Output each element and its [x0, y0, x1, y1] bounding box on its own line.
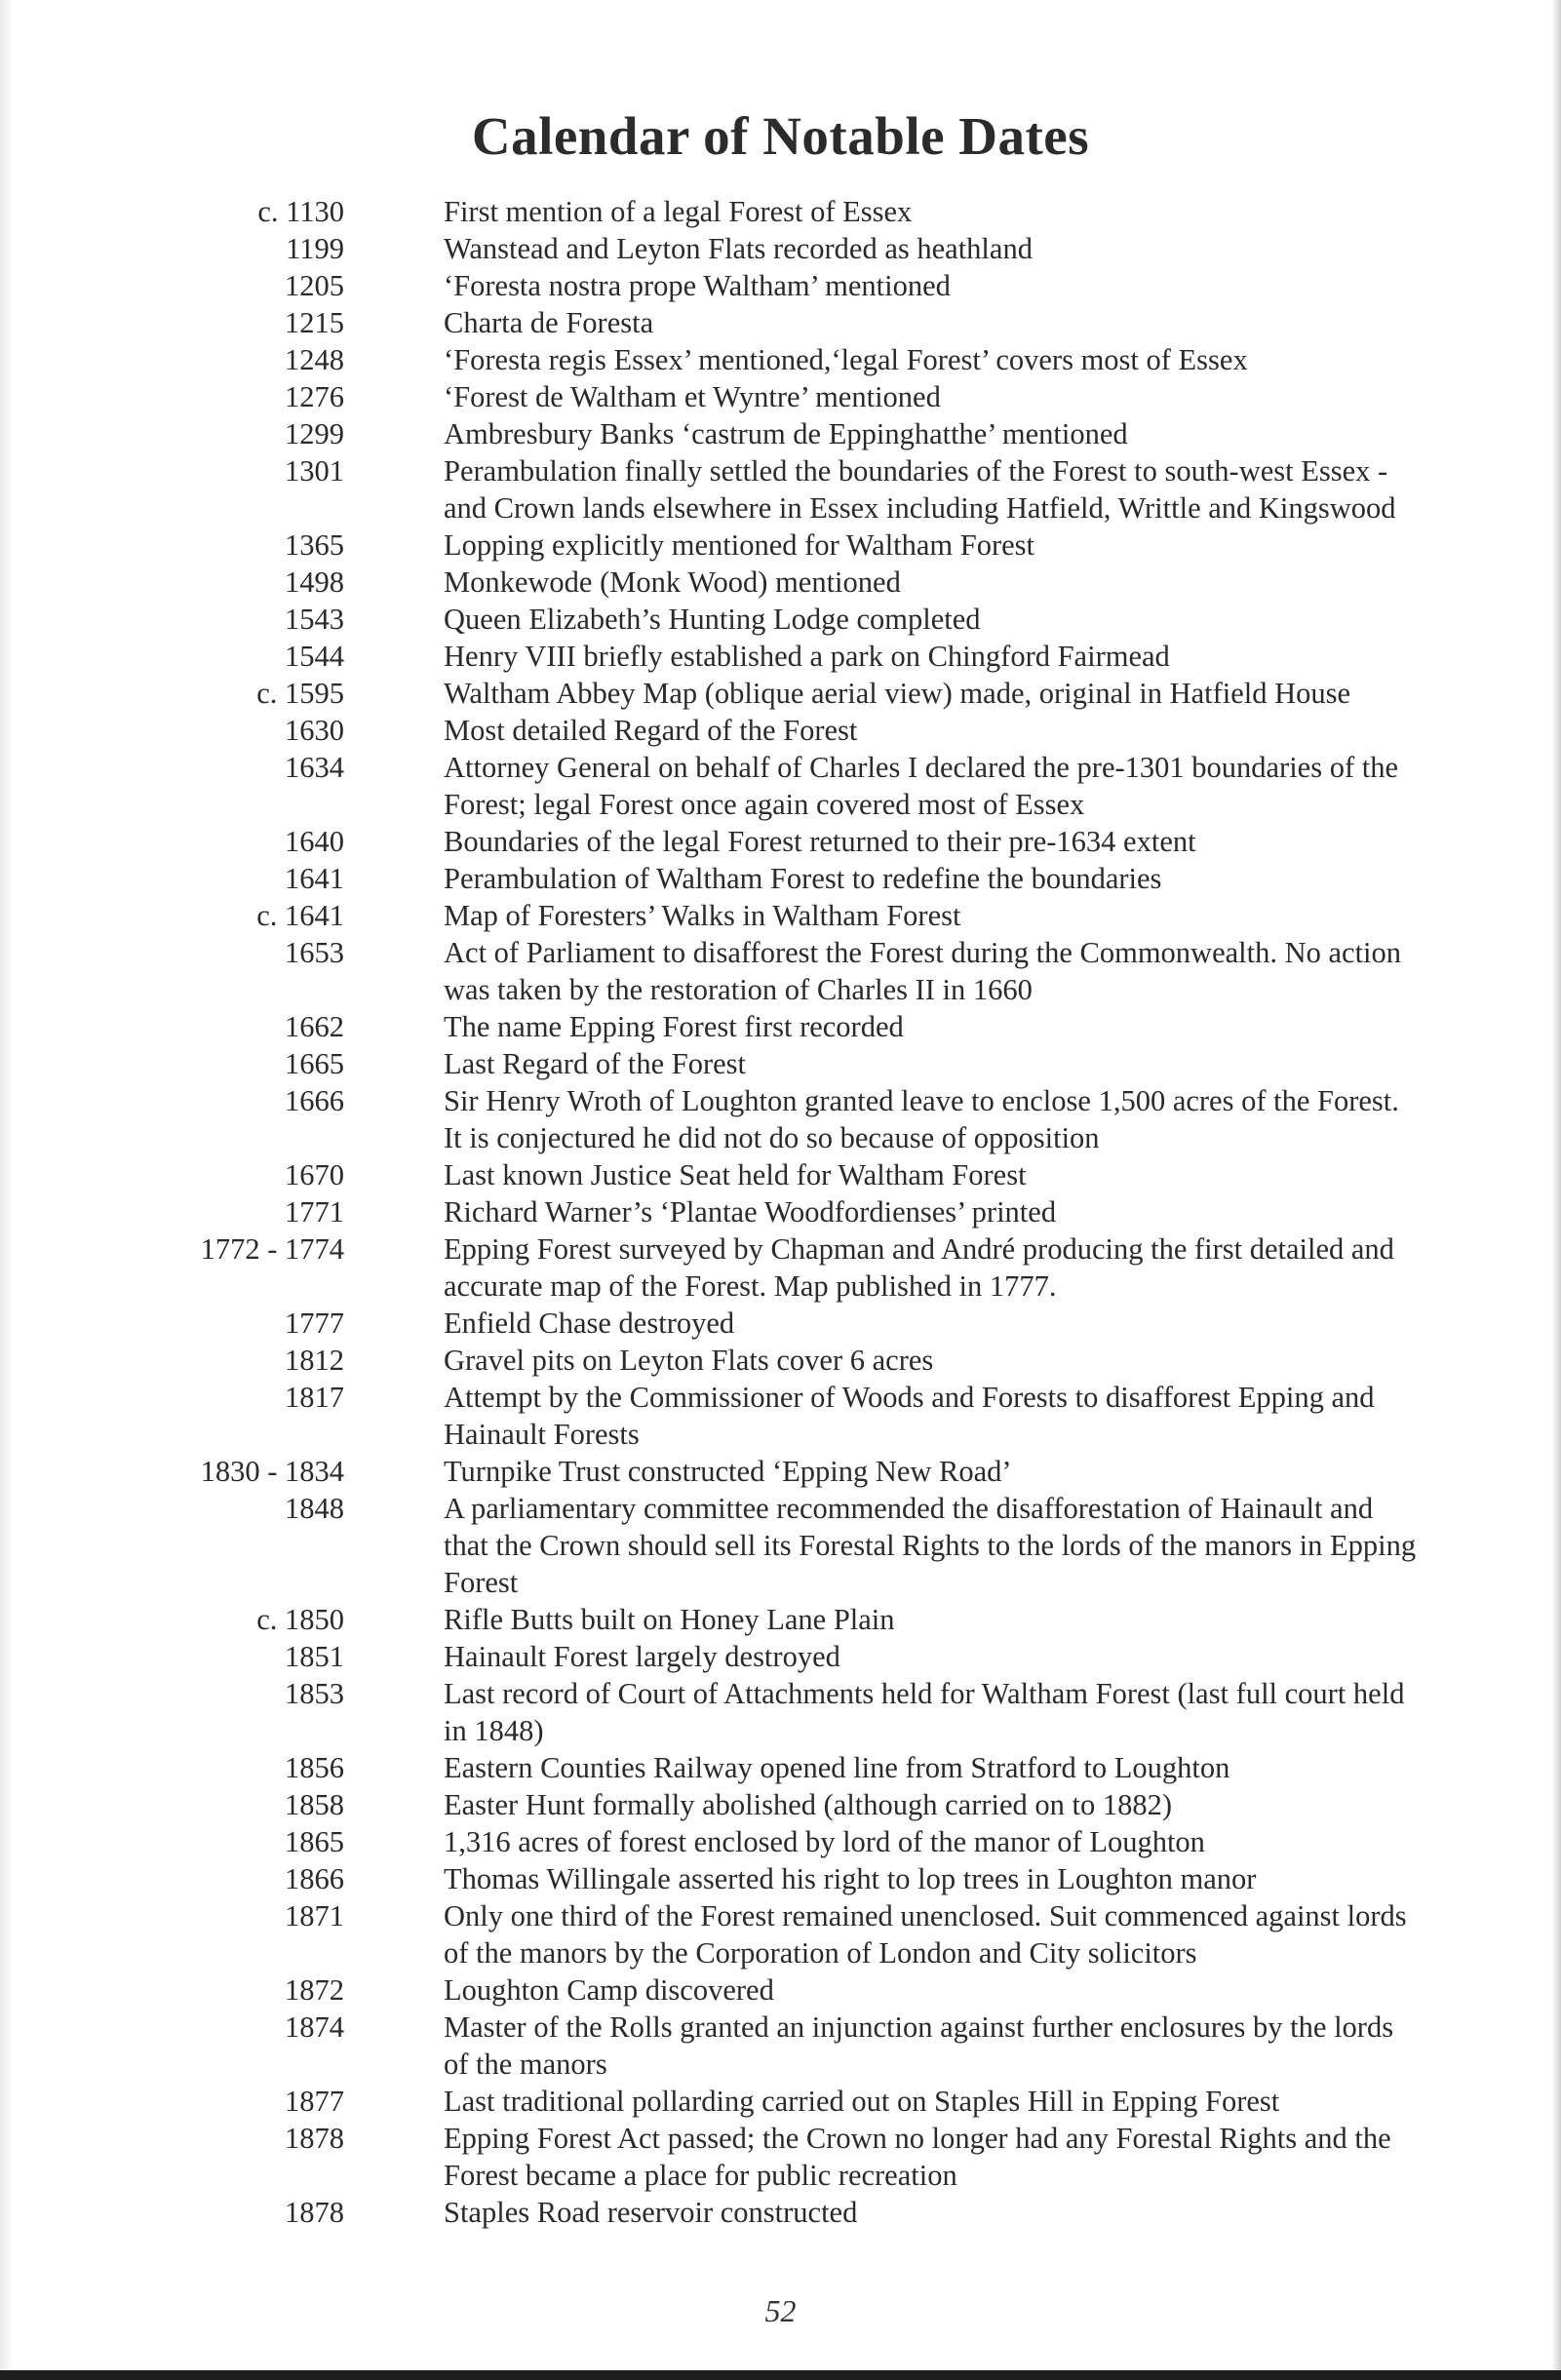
- entry-date: c. 1850: [256, 1603, 344, 1636]
- date-entry: [0, 230, 1561, 267]
- entry-date: 1874: [285, 2010, 344, 2044]
- entry-date: 1641: [285, 862, 344, 895]
- date-entry: [0, 823, 1561, 860]
- date-entry: [0, 1897, 1561, 1971]
- entry-description: [444, 1193, 1526, 1230]
- entry-description-line: Attempt by the Commissioner of Woods and Forests to disafforest Epping and: [444, 1381, 1375, 1414]
- entry-description-line: Only one third of the Forest remained unenclosed. Suit commenced against lords: [444, 1899, 1407, 1932]
- entry-description-line: Turnpike Trust constructed ‘Epping New Road’: [444, 1455, 1012, 1488]
- entry-date: 1653: [285, 936, 344, 969]
- date-entry: [0, 2083, 1561, 2120]
- entry-date: 1662: [285, 1010, 344, 1043]
- entry-description: [444, 1379, 1526, 1453]
- entry-description: [444, 304, 1526, 341]
- entry-date: 1866: [285, 1862, 344, 1895]
- date-entry: [0, 415, 1561, 452]
- entry-description-line: Hainault Forest largely destroyed: [444, 1640, 840, 1673]
- entry-description-line: The name Epping Forest first recorded: [444, 1010, 904, 1043]
- entry-description: [444, 193, 1526, 230]
- entry-description: [444, 267, 1526, 304]
- date-entry: [0, 452, 1561, 527]
- entry-description: [444, 1453, 1526, 1490]
- entry-date: 1215: [285, 306, 344, 339]
- entry-date: 1771: [285, 1195, 344, 1229]
- entry-description: [444, 378, 1526, 415]
- entry-date: 1665: [285, 1047, 344, 1080]
- entry-description: [444, 452, 1526, 527]
- entry-description: [444, 2194, 1526, 2231]
- entry-description-line: Lopping explicitly mentioned for Waltham Forest: [444, 528, 1035, 562]
- entry-description-line: Forest: [444, 1566, 519, 1599]
- entry-date: 1634: [285, 751, 344, 784]
- entry-description: [444, 897, 1526, 934]
- entry-description: [444, 1342, 1526, 1379]
- entry-date: 1878: [285, 2196, 344, 2229]
- entry-description-line: of the manors by the Corporation of London and City solicitors: [444, 1936, 1197, 1970]
- entry-description: [444, 1008, 1526, 1045]
- entry-description-line: Forest; legal Forest once again covered most of Essex: [444, 788, 1085, 821]
- entry-description: [444, 1601, 1526, 1638]
- date-entry: [0, 1193, 1561, 1230]
- entry-date: 1812: [285, 1344, 344, 1377]
- entry-date: 1543: [285, 603, 344, 636]
- entry-description-line: and Crown lands elsewhere in Essex including Hatfield, Writtle and Kingswood: [444, 491, 1396, 525]
- entry-date: 1498: [285, 566, 344, 599]
- date-entry: [0, 1082, 1561, 1156]
- page-number: 52: [764, 2293, 797, 2328]
- entry-description-line: Staples Road reservoir constructed: [444, 2196, 858, 2229]
- entry-description-line: ‘Foresta nostra prope Waltham’ mentioned: [444, 269, 951, 302]
- entry-date: 1640: [285, 825, 344, 858]
- date-entry: [0, 1786, 1561, 1823]
- entry-date: 1248: [285, 343, 344, 376]
- date-entry: [0, 527, 1561, 564]
- date-entry: [0, 2194, 1561, 2231]
- entry-description-line: Easter Hunt formally abolished (although carried on to 1882): [444, 1788, 1173, 1821]
- entry-description: [444, 675, 1526, 712]
- entry-description-line: Boundaries of the legal Forest returned to their pre-1634 extent: [444, 825, 1196, 858]
- entry-description-line: A parliamentary committee recommended the disafforestation of Hainault and: [444, 1492, 1374, 1525]
- date-entry: [0, 1379, 1561, 1453]
- entry-description-line: It is conjectured he did not do so because of opposition: [444, 1121, 1100, 1154]
- entry-description: [444, 601, 1526, 638]
- entry-description-line: Act of Parliament to disafforest the Forest during the Commonwealth. No action: [444, 936, 1402, 969]
- entry-description: [444, 1490, 1526, 1601]
- date-entry: [0, 1453, 1561, 1490]
- entry-description: [444, 712, 1526, 749]
- date-entry: [0, 193, 1561, 230]
- entry-description-line: Perambulation of Waltham Forest to redefine the boundaries: [444, 862, 1162, 895]
- entry-date: 1299: [285, 417, 344, 450]
- entry-description-line: Enfield Chase destroyed: [444, 1307, 735, 1340]
- date-entry: [0, 2009, 1561, 2083]
- entry-description-line: First mention of a legal Forest of Essex: [444, 195, 913, 228]
- entry-description-line: Monkewode (Monk Wood) mentioned: [444, 566, 901, 599]
- entry-description: [444, 1638, 1526, 1675]
- date-entry: [0, 2120, 1561, 2194]
- entry-date: 1848: [285, 1492, 344, 1525]
- entry-description-line: Queen Elizabeth’s Hunting Lodge completed: [444, 603, 981, 636]
- entry-date: 1630: [285, 714, 344, 747]
- date-entry: [0, 675, 1561, 712]
- date-entry: [0, 304, 1561, 341]
- entry-description-line: Charta de Foresta: [444, 306, 654, 339]
- entry-description: [444, 1675, 1526, 1749]
- entry-description: [444, 415, 1526, 452]
- entry-date: 1205: [285, 269, 344, 302]
- entry-description: [444, 1230, 1526, 1305]
- entry-date: 1365: [285, 528, 344, 562]
- entry-description: [444, 638, 1526, 675]
- entry-date: 1851: [285, 1640, 344, 1673]
- date-entry: [0, 1638, 1561, 1675]
- entry-description-line: Most detailed Regard of the Forest: [444, 714, 858, 747]
- date-entry: [0, 1156, 1561, 1193]
- entry-description: [444, 823, 1526, 860]
- entry-date: 1772 - 1774: [200, 1232, 344, 1266]
- entry-date: 1777: [285, 1307, 344, 1340]
- entry-description-line: was taken by the restoration of Charles II in 1660: [444, 973, 1033, 1006]
- entry-description: [444, 2083, 1526, 2120]
- entry-date: 1877: [285, 2085, 344, 2118]
- date-entry: [0, 1601, 1561, 1638]
- date-entry: [0, 1305, 1561, 1342]
- date-entry: [0, 1971, 1561, 2009]
- entry-description: [444, 1786, 1526, 1823]
- entry-description-line: Master of the Rolls granted an injunction against further enclosures by the lords: [444, 2010, 1394, 2044]
- entry-date: 1199: [286, 232, 344, 265]
- entry-description: [444, 230, 1526, 267]
- entry-description-line: 1,316 acres of forest enclosed by lord of the manor of Loughton: [444, 1825, 1205, 1858]
- entry-description-line: Wanstead and Leyton Flats recorded as heathland: [444, 232, 1033, 265]
- date-entry: [0, 749, 1561, 823]
- date-entry: [0, 267, 1561, 304]
- entry-description-line: Last known Justice Seat held for Waltham Forest: [444, 1158, 1027, 1191]
- entry-description-line: Eastern Counties Railway opened line from Stratford to Loughton: [444, 1751, 1230, 1784]
- entry-description: [444, 2120, 1526, 2194]
- entry-date: 1856: [285, 1751, 344, 1784]
- date-entry: [0, 712, 1561, 749]
- entry-description-line: Richard Warner’s ‘Plantae Woodfordienses’ printed: [444, 1195, 1057, 1229]
- entry-description-line: Hainault Forests: [444, 1418, 640, 1451]
- date-entry: [0, 1749, 1561, 1786]
- entry-description-line: that the Crown should sell its Forestal Rights to the lords of the manors in Epping: [444, 1529, 1417, 1562]
- entry-description-line: Epping Forest Act passed; the Crown no longer had any Forestal Rights and the: [444, 2122, 1391, 2155]
- page-title: Calendar of Notable Dates: [471, 106, 1090, 166]
- date-entry: [0, 1045, 1561, 1082]
- entry-description-line: Last Regard of the Forest: [444, 1047, 747, 1080]
- entry-date: 1878: [285, 2122, 344, 2155]
- entry-date: 1853: [285, 1677, 344, 1710]
- date-entry: [0, 1675, 1561, 1749]
- entry-date: 1872: [285, 1973, 344, 2007]
- entry-description: [444, 2009, 1526, 2083]
- entry-date: c. 1641: [256, 899, 344, 932]
- entry-description-line: Epping Forest surveyed by Chapman and André producing the first detailed and: [444, 1232, 1394, 1266]
- entry-description: [444, 1082, 1526, 1156]
- bottom-border: [0, 2370, 1561, 2380]
- entry-date: 1871: [285, 1899, 344, 1932]
- date-entry: [0, 601, 1561, 638]
- entry-date: c. 1595: [256, 677, 344, 710]
- entry-description-line: Waltham Abbey Map (oblique aerial view) made, original in Hatfield House: [444, 677, 1351, 710]
- entry-description-line: Last record of Court of Attachments held for Waltham Forest (last full court held: [444, 1677, 1405, 1710]
- entry-description: [444, 1897, 1526, 1971]
- entry-date: 1301: [285, 454, 344, 488]
- entry-description-line: Thomas Willingale asserted his right to lop trees in Loughton manor: [444, 1862, 1257, 1895]
- entry-description-line: Ambresbury Banks ‘castrum de Eppinghatthe’ mentioned: [444, 417, 1128, 450]
- entry-date: 1670: [285, 1158, 344, 1191]
- entry-description-line: Henry VIII briefly established a park on Chingford Fairmead: [444, 640, 1170, 673]
- entry-description: [444, 860, 1526, 897]
- entry-description-line: Forest became a place for public recreation: [444, 2159, 957, 2192]
- entry-description: [444, 564, 1526, 601]
- dates-list: [0, 193, 1561, 2231]
- entry-description-line: Loughton Camp discovered: [444, 1973, 774, 2007]
- date-entry: [0, 1008, 1561, 1045]
- entry-description-line: of the manors: [444, 2048, 607, 2081]
- entry-description: [444, 341, 1526, 378]
- entry-description-line: Sir Henry Wroth of Loughton granted leave to enclose 1,500 acres of the Forest.: [444, 1084, 1399, 1117]
- entry-description: [444, 934, 1526, 1008]
- entry-description-line: ‘Foresta regis Essex’ mentioned,‘legal Forest’ covers most of Essex: [444, 343, 1248, 376]
- date-entry: [0, 638, 1561, 675]
- entry-date: 1817: [285, 1381, 344, 1414]
- date-entry: [0, 897, 1561, 934]
- entry-description-line: Last traditional pollarding carried out on Staples Hill in Epping Forest: [444, 2085, 1280, 2118]
- entry-description-line: Attorney General on behalf of Charles I declared the pre-1301 boundaries of the: [444, 751, 1399, 784]
- date-entry: [0, 1860, 1561, 1897]
- entry-description: [444, 1971, 1526, 2009]
- entry-date: 1830 - 1834: [200, 1455, 344, 1488]
- entry-date: 1865: [285, 1825, 344, 1858]
- entry-description-line: ‘Forest de Waltham et Wyntre’ mentioned: [444, 380, 941, 413]
- date-entry: [0, 1230, 1561, 1305]
- entry-date: 1544: [285, 640, 344, 673]
- entry-description: [444, 1156, 1526, 1193]
- entry-date: c. 1130: [257, 195, 344, 228]
- entry-date: 1858: [285, 1788, 344, 1821]
- date-entry: [0, 378, 1561, 415]
- entry-description-line: Map of Foresters’ Walks in Waltham Forest: [444, 899, 961, 932]
- entry-description-line: in 1848): [444, 1714, 544, 1747]
- entry-description: [444, 1045, 1526, 1082]
- date-entry: [0, 341, 1561, 378]
- entry-date: 1276: [285, 380, 344, 413]
- date-entry: [0, 934, 1561, 1008]
- date-entry: [0, 860, 1561, 897]
- entry-description: [444, 1823, 1526, 1860]
- entry-description: [444, 749, 1526, 823]
- entry-description-line: Gravel pits on Leyton Flats cover 6 acres: [444, 1344, 934, 1377]
- entry-description: [444, 527, 1526, 564]
- entry-description-line: Rifle Butts built on Honey Lane Plain: [444, 1603, 895, 1636]
- entry-description: [444, 1749, 1526, 1786]
- date-entry: [0, 564, 1561, 601]
- date-entry: [0, 1342, 1561, 1379]
- entry-description: [444, 1305, 1526, 1342]
- entry-date: 1666: [285, 1084, 344, 1117]
- date-entry: [0, 1490, 1561, 1601]
- entry-description-line: accurate map of the Forest. Map published in 1777.: [444, 1269, 1057, 1303]
- entry-description-line: Perambulation finally settled the boundaries of the Forest to south-west Essex -: [444, 454, 1388, 488]
- entry-description: [444, 1860, 1526, 1897]
- date-entry: [0, 1823, 1561, 1860]
